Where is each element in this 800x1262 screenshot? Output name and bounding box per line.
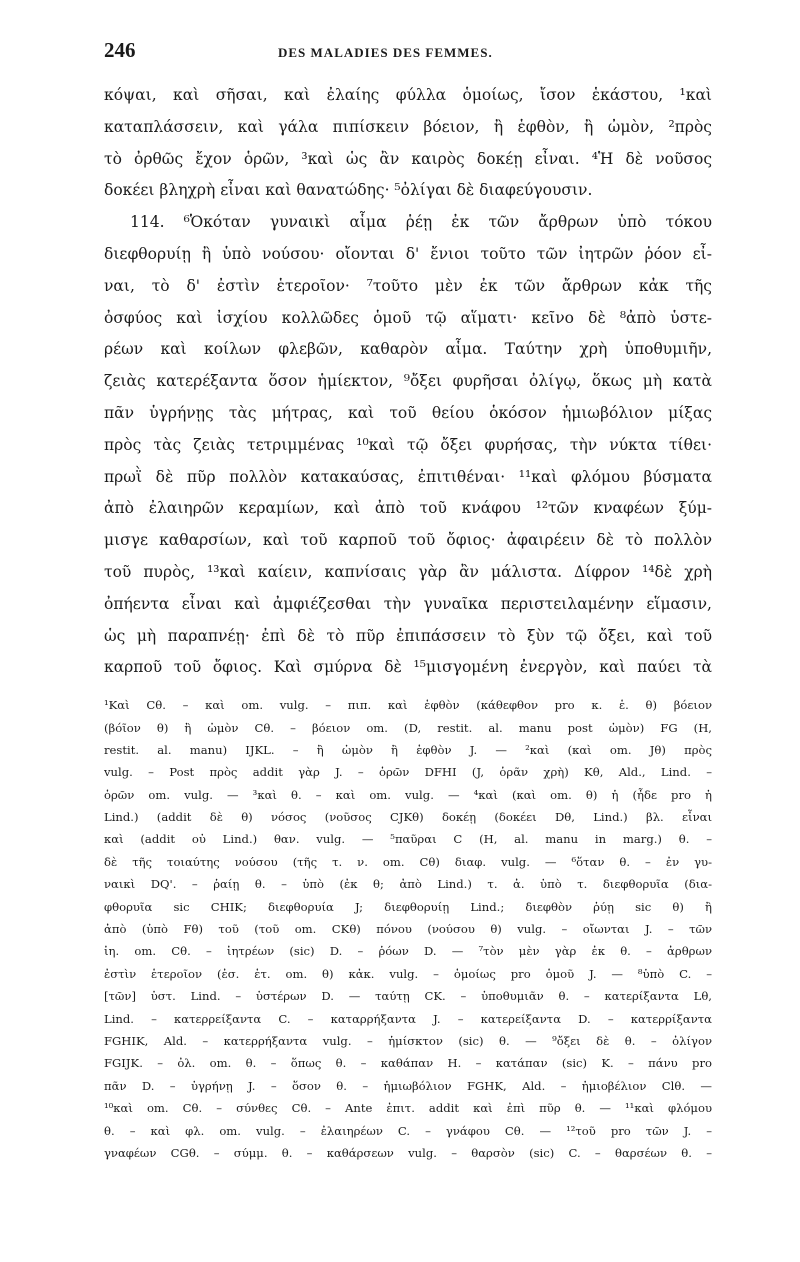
page-header xyxy=(104,38,712,72)
body-line: ζειὰς κατερέξαντα ὅσον ἡμίεκτον, ⁹ὄξει φυρῆσαι ὀλίγῳ, ὅκως μὴ κατὰ xyxy=(104,372,712,391)
body-line: πρωῒ δὲ πῦρ πολλὸν κατακαύσας, ἐπιτιθέναι· ¹¹καὶ φλόμου βύσματα xyxy=(104,467,712,486)
body-line: πρὸς τὰς ζειὰς τετριμμένας ¹⁰καὶ τῷ ὄξει φυρήσας, τὴν νύκτα τίθει· xyxy=(104,435,712,454)
footnote-line: θ. – καὶ φλ. om. vulg. – ἐλαιηρέων C. – γνάφου Cθ. — ¹²τοῦ pro τῶν J. – xyxy=(104,1123,712,1138)
footnote-line: vulg. – Post πρὸς addit γὰρ J. – ὁρῶν DFHI (J, ὁρᾶν χρὴ) Kθ, Ald., Lind. – xyxy=(104,765,712,780)
body-line: ρέων καὶ κοίλων φλεβῶν, καθαρὸν αἷμα. Ταύτην χρὴ ὑποθυμιῆν, xyxy=(104,340,712,359)
body-line: ὡς μὴ παραπνέῃ· ἐπὶ δὲ τὸ πῦρ ἐπιπάσσειν τὸ ξὺν τῷ ὄξει, καὶ τοῦ xyxy=(104,626,712,645)
footnote-line: ¹Καὶ Cθ. – καὶ om. vulg. – πιπ. καὶ ἑφθὸν (κάθεφθον pro κ. ἑ. θ) βόειον xyxy=(104,698,712,713)
greek-body-text xyxy=(104,80,712,684)
body-line: καταπλάσσειν, καὶ γάλα πιπίσκειν βόειον, ἢ ἑφθὸν, ἢ ὠμὸν, ²πρὸς xyxy=(104,117,712,136)
body-line: ναι, τὸ δ' ἐστὶν ἑτεροῖον· ⁷τοῦτο μὲν ἐκ τῶν ἄρθρων κἀκ τῆς xyxy=(104,276,712,295)
body-line: καρποῦ τοῦ ὄφιος. Καὶ σμύρνα δὲ ¹⁵μισγομένη ἐνεργὸν, καὶ παύει τὰ xyxy=(104,658,712,677)
footnote-line: Lind. – κατερρείξαντα C. – καταρρήξαντα J. – κατερείξαντα D. – κατερρίξαντα xyxy=(104,1011,712,1026)
body-line: τοῦ πυρὸς, ¹³καὶ καίειν, καπνίσαις γὰρ ἂν μάλιστα. Δίφρον ¹⁴δὲ χρὴ xyxy=(104,562,712,581)
footnote-line: FGIJK. – ὀλ. om. θ. – ὅπως θ. – καθάπαν H. – κατάπαν (sic) K. – πάνυ pro xyxy=(104,1056,712,1071)
footnote-line: δὲ τῆς τοιαύτης νούσου (τῆς τ. ν. om. Cθ) διαφ. vulg. — ⁶ὅταν θ. – ἐν γυ- xyxy=(104,854,712,869)
body-line: ἀπὸ ἐλαιηρῶν κεραμίων, καὶ ἀπὸ τοῦ κνάφου ¹²τῶν κναφέων ξύμ- xyxy=(104,499,712,518)
body-line: τὸ ὀρθῶς ἔχον ὁρῶν, ³καὶ ὡς ἂν καιρὸς δοκέῃ εἶναι. ⁴Ἡ δὲ νοῦσος xyxy=(104,149,712,168)
footnote-line: restit. al. manu) IJKL. – ἢ ὠμὸν ἢ ἑφθὸν J. — ²καὶ (καὶ om. Jθ) πρὸς xyxy=(104,742,712,757)
body-line: ὀπήεντα εἶναι καὶ ἀμφιέζεσθαι τὴν γυναῖκα περιστειλαμένην εἵμασιν, xyxy=(104,594,712,613)
footnote-line: ὁρῶν om. vulg. — ³καὶ θ. – καὶ om. vulg. — ⁴καὶ (καὶ om. θ) ἡ (ἦδε pro ἡ xyxy=(104,787,712,802)
body-line: ὀσφύος καὶ ἰσχίου κολλῶδες ὁμοῦ τῷ αἵματι· κεῖνο δὲ ⁸ἀπὸ ὑστε- xyxy=(104,308,712,327)
footnotes xyxy=(104,694,712,1164)
footnote-line: ¹⁰καὶ om. Cθ. – σύνθες Cθ. – Ante ἐπιτ. addit καὶ ἐπὶ πῦρ θ. — ¹¹καὶ φλόμου xyxy=(104,1101,712,1116)
body-line: 114. ⁶Ὁκόταν γυναικὶ αἷμα ῥέῃ ἐκ τῶν ἄρθρων ὑπὸ τόκου xyxy=(130,213,712,232)
footnote-line: FGHIK, Ald. – κατερρήξαντα vulg. – ἡμίσκτον (sic) θ. — ⁹ὄξει δὲ θ. – ὀλίγον xyxy=(104,1034,712,1048)
footnote-line: καὶ (addit οὐ Lind.) θαν. vulg. — ⁵παῦραι C (H, al. manu in marg.) θ. – xyxy=(104,832,712,847)
footnote-line: ἀπὸ (ὑπὸ Fθ) τοῦ (τοῦ om. CKθ) πόνου (νούσου θ) vulg. – οἴωνται J. – τῶν xyxy=(104,922,712,937)
footnote-line: ναικὶ DQ'. – ῥαίῃ θ. – ὑπὸ (ἐκ θ; ἀπὸ Lind.) τ. ἀ. ὑπὸ τ. διεφθορυῖα (δια- xyxy=(104,877,712,892)
footnote-line: ἰη. om. Cθ. – ἰητρέων (sic) D. – ῥόων D. — ⁷τὸν μὲν γὰρ ἐκ θ. – ἀρθρων xyxy=(104,944,712,959)
footnote-line: (βόῖον θ) ἢ ὠμὸν Cθ. – βόειον om. (D, restit. al. manu post ὠμὸν) FG (H, xyxy=(104,720,712,735)
running-title: DES MALADIES DES FEMMES. xyxy=(278,45,493,60)
footnote-line: πᾶν D. – ὑγρήνῃ J. – ὅσον θ. – ἡμιωβόλιον FGHK, Ald. – ἡμιοβέλιον Clθ. — xyxy=(104,1078,712,1093)
footnote-line: φθορυῖα sic CHIK; διεφθορυία J; διεφθορυίῃ Lind.; διεφθὸν ῥύῃ sic θ) ἢ xyxy=(104,899,712,914)
body-line: διεφθορυίῃ ἢ ὑπὸ νούσου· οἴονται δ' ἔνιοι τοῦτο τῶν ἰητρῶν ῥόον εἶ- xyxy=(104,244,712,263)
body-line: πᾶν ὑγρήνῃς τὰς μήτρας, καὶ τοῦ θείου ὁκόσον ἡμιωβόλιον μίξας xyxy=(104,403,712,422)
footnote-line: [τῶν] ὑστ. Lind. – ὑστέρων D. — ταύτῃ CK. – ὑποθυμιᾶν θ. – κατερίξαντα Lθ, xyxy=(104,989,712,1004)
page-number: 246 xyxy=(104,38,136,62)
body-line: μισγε καθαρσίων, καὶ τοῦ καρποῦ τοῦ ὄφιος· ἀφαιρέειν δὲ τὸ πολλὸν xyxy=(104,531,712,550)
footnote-line: γναφέων CGθ. – σύμμ. θ. – καθάρσεων vulg. – θαρσὸν (sic) C. – θαρσέων θ. – xyxy=(104,1145,712,1160)
footnote-line: ἐστὶν ἑτεροῖον (ἐσ. ἑτ. om. θ) κἀκ. vulg. – ὁμοίως pro ὁμοῦ J. — ⁸ὑπὸ C. – xyxy=(104,966,712,981)
body-line: κόψαι, καὶ σῆσαι, καὶ ἐλαίης φύλλα ὁμοίως, ἴσον ἑκάστου, ¹καὶ xyxy=(104,86,712,104)
body-line: δοκέει βληχρὴ εἶναι καὶ θανατώδης· ⁵ὀλίγαι δὲ διαφεύγουσιν. xyxy=(104,181,593,200)
footnote-line: Lind.) (addit δὲ θ) νόσος (νοῦσος CJKθ) δοκέῃ (δοκέει Dθ, Lind.) βλ. εἶναι xyxy=(104,810,712,825)
